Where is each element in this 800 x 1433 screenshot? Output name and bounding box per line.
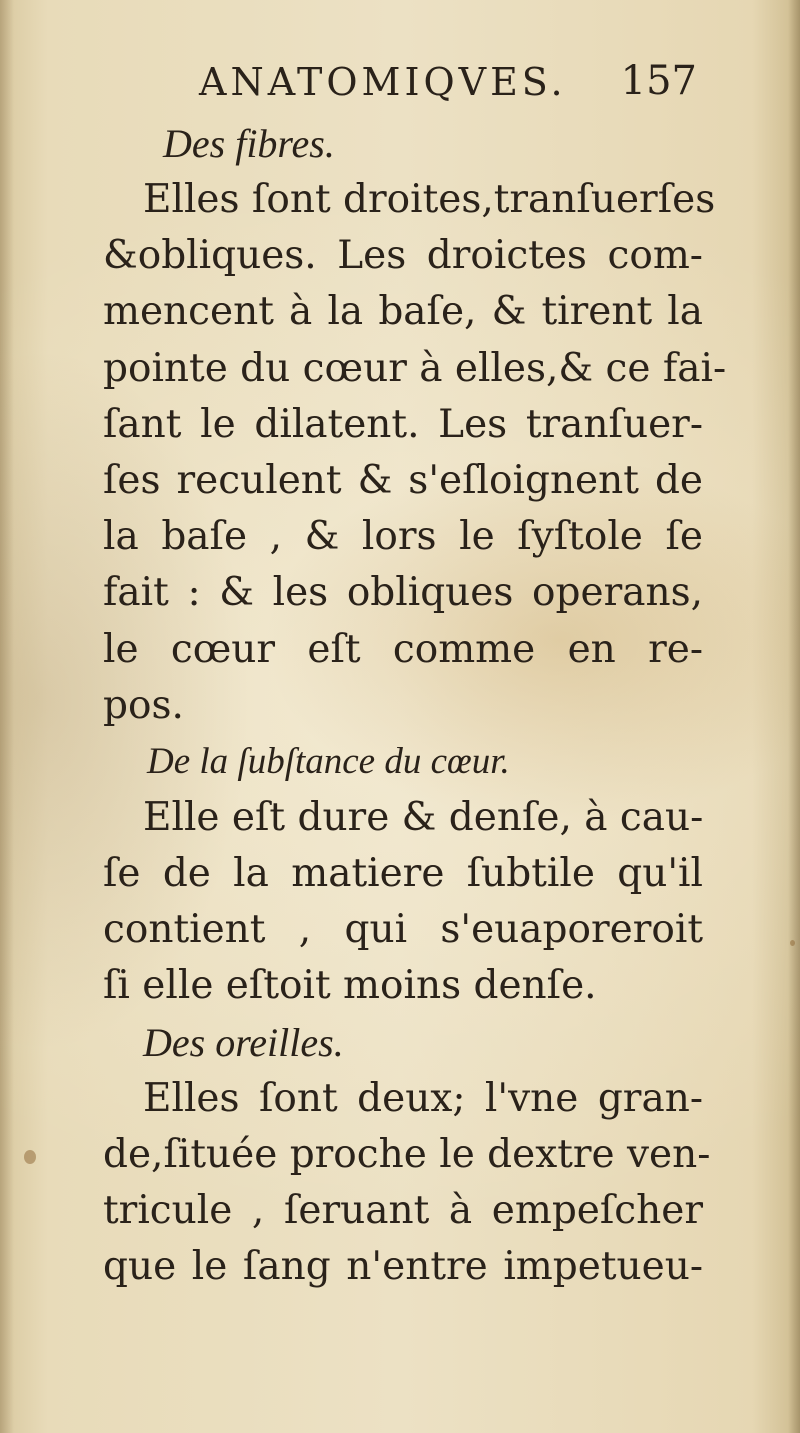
running-head-title: ANATOMIQVES.	[199, 60, 567, 104]
foxing-spot	[790, 940, 795, 946]
paragraph	[103, 1071, 711, 1296]
section-heading: Des fibres.	[163, 121, 335, 166]
text-line: Elle eſt dure & denſe, à cau-	[143, 794, 704, 840]
text-line: ſe de la matiere ſubtile qu'il	[103, 851, 703, 897]
paragraph	[103, 790, 703, 1015]
text-line: la baſe , & lors le ſyſtole ſe	[103, 514, 703, 560]
text-line: fait : & les obliques operans,	[103, 570, 703, 616]
paragraph	[103, 172, 727, 734]
section-heading: Des oreilles.	[143, 1019, 344, 1065]
text-line: &obliques. Les droictes com-	[103, 233, 703, 279]
running-head	[103, 52, 703, 116]
text-line: mencent à la baſe, & tirent la	[103, 289, 703, 335]
section-heading: De la ſubſtance du cœur.	[147, 740, 510, 782]
text-line: Elles ſont deux; l'vne gran-	[143, 1075, 703, 1121]
text-line: ſi elle eſtoit moins denſe.	[103, 963, 597, 1009]
foxing-spot	[24, 1150, 36, 1164]
text-line: que le ſang n'entre impetueu-	[103, 1244, 703, 1290]
text-line: contient , qui s'euaporeroit	[103, 907, 703, 953]
text-line: de,ſituée proche le dextre ven-	[103, 1131, 711, 1177]
page-number: 157	[620, 58, 697, 104]
text-block	[103, 52, 727, 1295]
text-line: Elles ſont droites,tranſuerſes	[143, 177, 716, 222]
text-line: ſes reculent & s'eſloignent de	[103, 457, 703, 503]
text-line: pos.	[103, 682, 184, 728]
text-line: pointe du cœur à elles,& ce fai-	[103, 345, 727, 391]
text-line: ſant le dilatent. Les tranſuer-	[103, 401, 703, 447]
text-line: tricule , ſeruant à empeſcher	[103, 1188, 703, 1233]
page-edge-left	[0, 0, 14, 1433]
page-edge-right	[788, 0, 800, 1433]
text-line: le cœur eſt comme en re-	[103, 626, 703, 672]
